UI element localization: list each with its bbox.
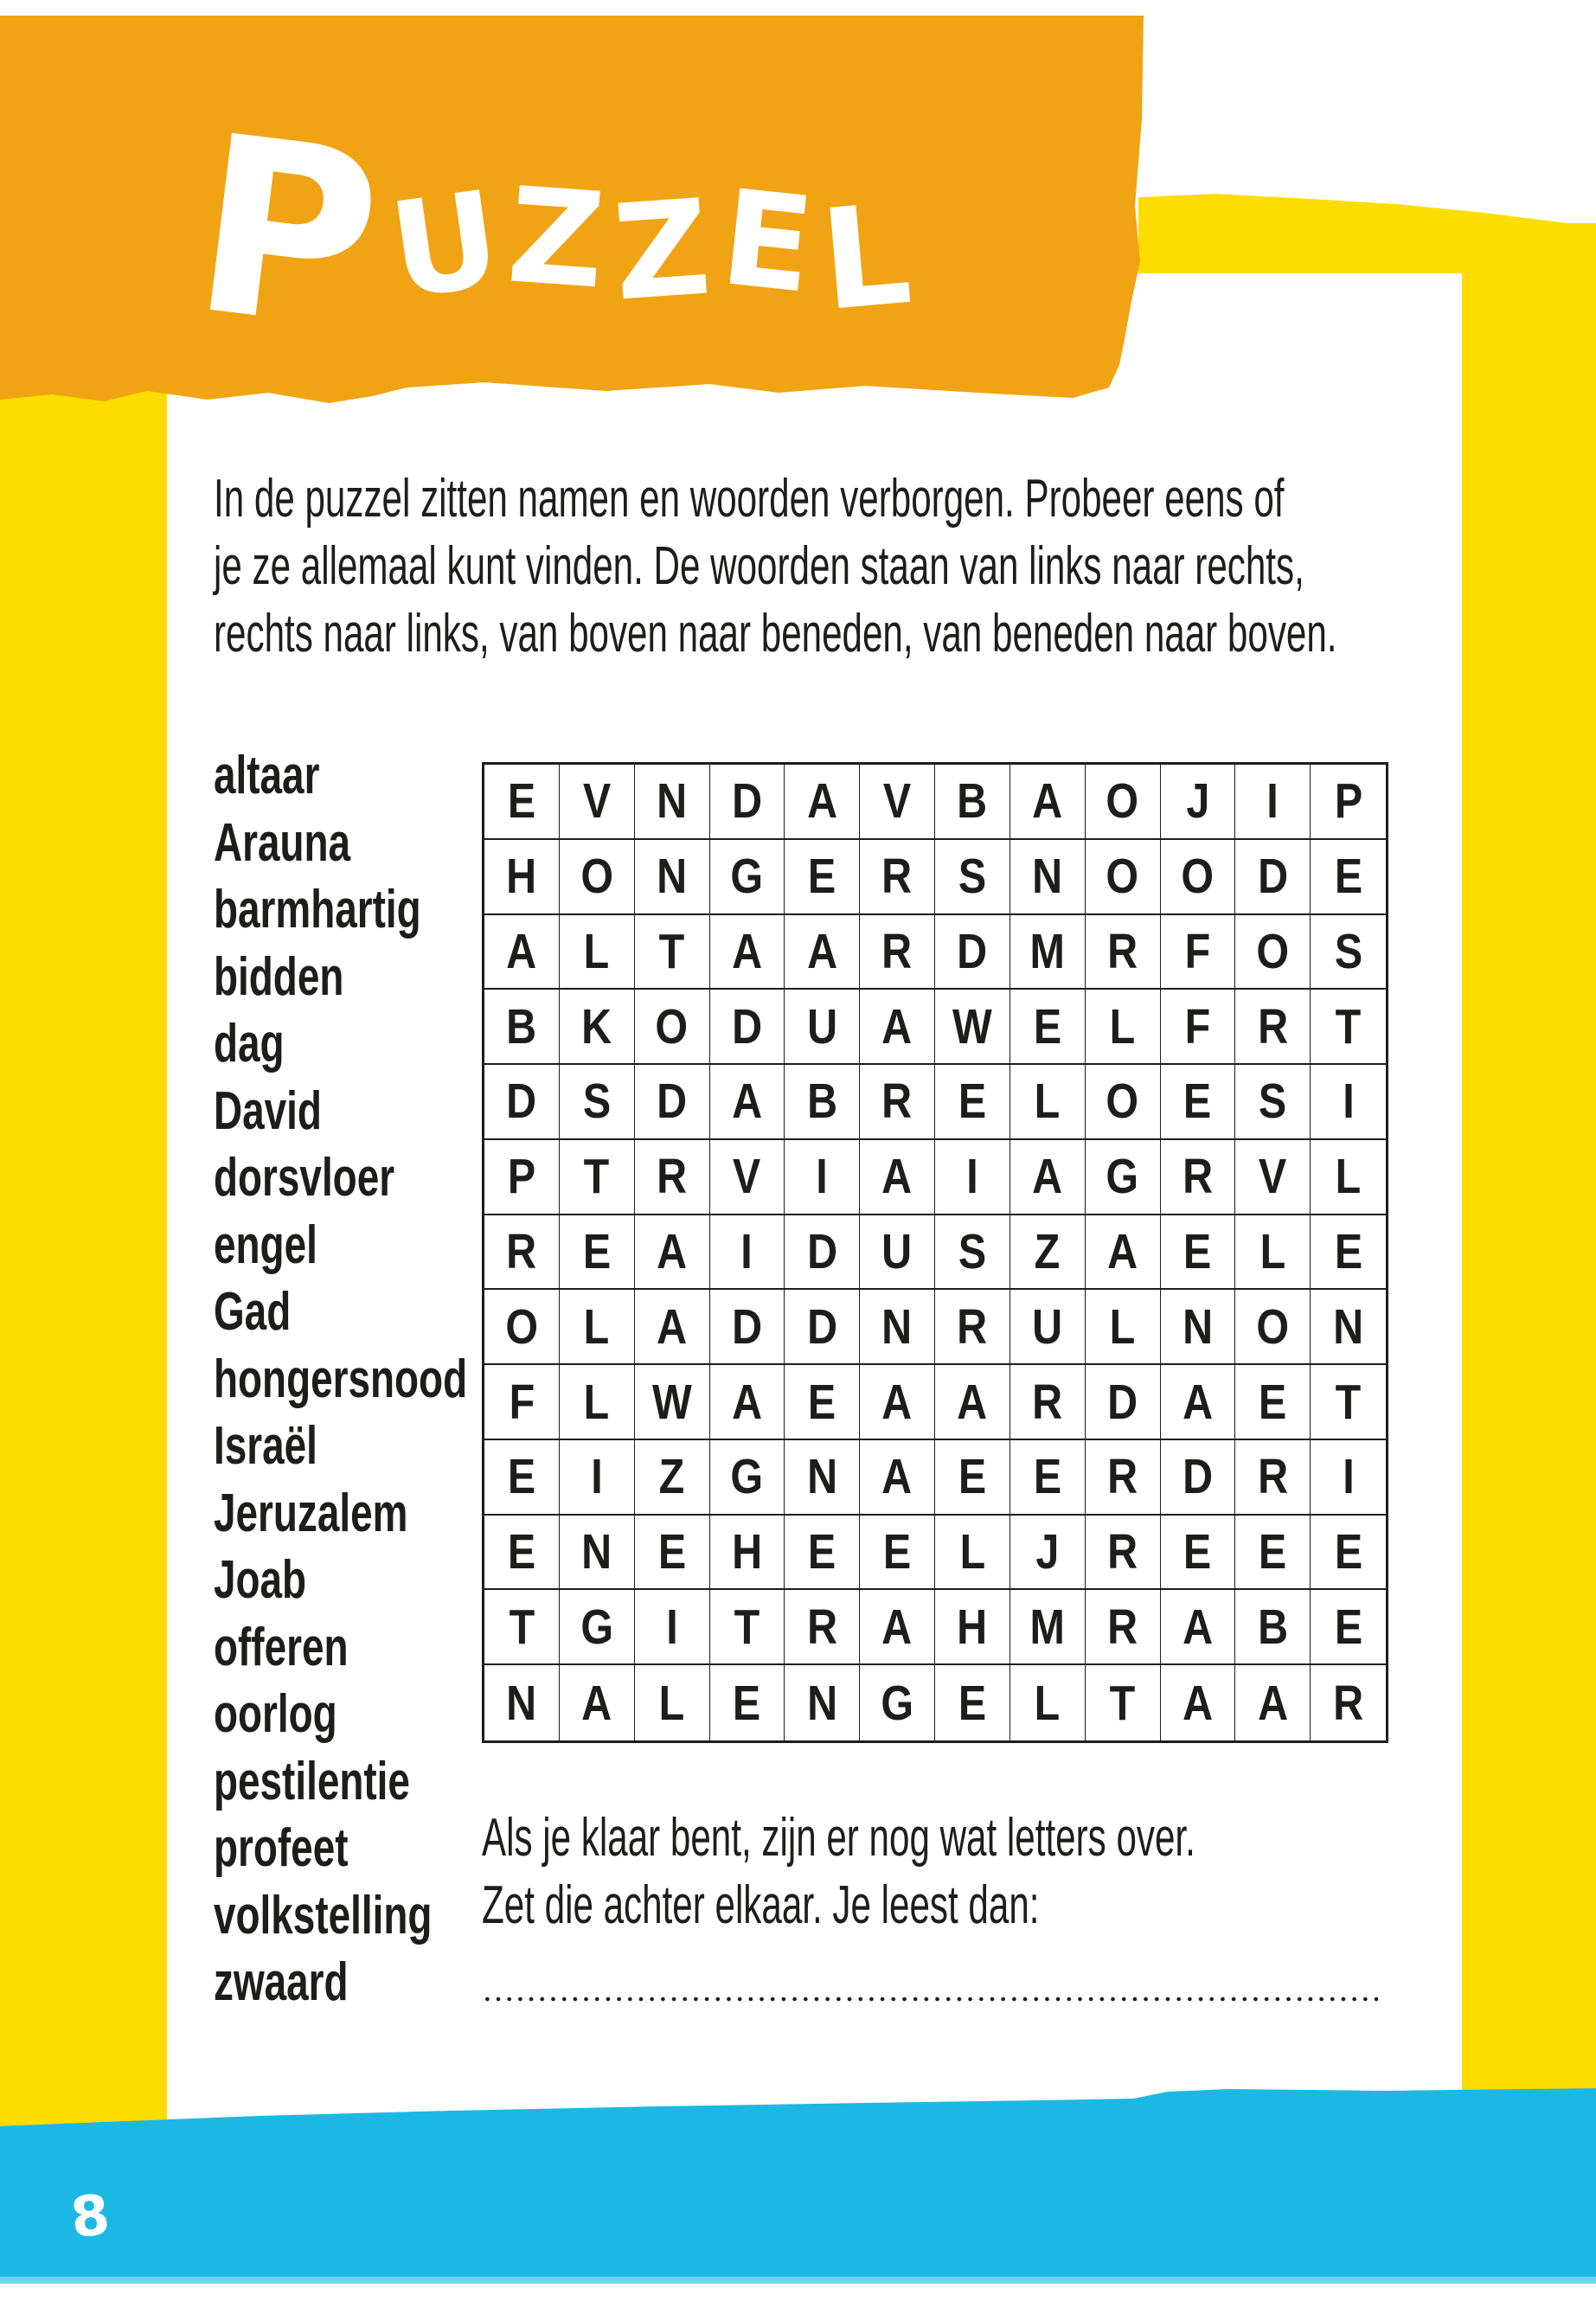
grid-cell: P: [1311, 765, 1386, 840]
outro-line: Als je klaar bent, zijn er nog wat letters over.: [482, 1808, 1195, 1868]
grid-cell: L: [560, 915, 635, 990]
grid-cell: E: [935, 1440, 1010, 1516]
grid-cell: O: [1086, 840, 1161, 915]
outro-line: Zet die achter elkaar. Je leest dan:: [482, 1875, 1040, 1935]
grid-cell: N: [560, 1516, 635, 1591]
grid-cell: E: [1311, 1590, 1386, 1665]
grid-cell: E: [1010, 1440, 1086, 1516]
grid-cell: O: [1235, 915, 1311, 990]
grid-cell: M: [1010, 915, 1086, 990]
grid-cell: A: [860, 1365, 935, 1440]
intro-line: je ze allemaal kunt vinden. De woorden staan van links naar rechts,: [214, 536, 1304, 596]
grid-cell: B: [484, 990, 560, 1065]
grid-cell: L: [1311, 1140, 1386, 1215]
grid-cell: O: [1086, 765, 1161, 840]
grid-cell: A: [1010, 1140, 1086, 1215]
grid-cell: N: [635, 765, 710, 840]
grid-cell: E: [785, 840, 860, 915]
title-letter: E: [714, 161, 820, 323]
grid-cell: V: [710, 1140, 785, 1215]
grid-cell: O: [560, 840, 635, 915]
grid-cell: N: [785, 1440, 860, 1516]
grid-cell: A: [785, 915, 860, 990]
grid-cell: L: [1235, 1215, 1311, 1291]
word-list-item: bidden: [214, 946, 344, 1007]
grid-cell: A: [935, 1365, 1010, 1440]
grid-cell: T: [1086, 1665, 1161, 1740]
grid-cell: L: [635, 1665, 710, 1740]
grid-cell: R: [1086, 1440, 1161, 1516]
grid-cell: D: [710, 765, 785, 840]
outro-text: [482, 1804, 1531, 1939]
grid-cell: H: [484, 840, 560, 915]
grid-cell: W: [635, 1365, 710, 1440]
grid-cell: A: [785, 765, 860, 840]
grid-cell: A: [1161, 1590, 1236, 1665]
word-list-item: zwaard: [214, 1952, 349, 2012]
word-list-item: David: [214, 1080, 322, 1141]
grid-cell: I: [1235, 765, 1311, 840]
title-letter: P: [181, 81, 394, 387]
grid-cell: B: [935, 765, 1010, 840]
grid-cell: G: [710, 1440, 785, 1516]
title-letter: L: [815, 172, 918, 343]
word-list-item: profeet: [214, 1818, 349, 1878]
word-list-item: Gad: [214, 1282, 292, 1342]
grid-cell: R: [635, 1140, 710, 1215]
grid-cell: S: [935, 1215, 1010, 1291]
grid-cell: T: [484, 1590, 560, 1665]
grid-cell: L: [1010, 1665, 1086, 1740]
grid-cell: F: [1161, 990, 1236, 1065]
grid-cell: E: [560, 1215, 635, 1291]
grid-cell: J: [1161, 765, 1236, 840]
grid-cell: U: [860, 1215, 935, 1291]
grid-cell: H: [935, 1590, 1010, 1665]
grid-cell: T: [710, 1590, 785, 1665]
grid-cell: A: [560, 1665, 635, 1740]
grid-cell: G: [1086, 1140, 1161, 1215]
grid-cell: I: [560, 1440, 635, 1516]
intro-line: rechts naar links, van boven naar beneden, van beneden naar boven.: [214, 604, 1337, 663]
grid-cell: U: [785, 990, 860, 1065]
grid-cell: E: [1311, 840, 1386, 915]
grid-cell: B: [1235, 1590, 1311, 1665]
grid-cell: E: [935, 1065, 1010, 1140]
grid-cell: M: [1010, 1590, 1086, 1665]
grid-cell: A: [710, 1365, 785, 1440]
word-list-item: altaar: [214, 746, 320, 805]
grid-cell: N: [1010, 840, 1086, 915]
grid-cell: E: [1010, 990, 1086, 1065]
word-list-item: dorsvloer: [214, 1148, 395, 1208]
grid-cell: I: [1311, 1065, 1386, 1140]
grid-cell: R: [860, 1065, 935, 1140]
grid-cell: D: [935, 915, 1010, 990]
grid-cell: R: [935, 1290, 1010, 1365]
bottom-wave: [0, 2086, 1596, 2277]
grid-cell: E: [484, 1440, 560, 1516]
grid-cell: N: [860, 1290, 935, 1365]
intro-text: [214, 465, 1596, 668]
word-list-item: Israël: [214, 1416, 317, 1476]
grid-cell: E: [1161, 1215, 1236, 1291]
grid-cell: R: [1333, 1675, 1364, 1731]
word-list-item: hongersnood: [214, 1349, 468, 1409]
grid-cell: T: [1311, 990, 1386, 1065]
word-list-item: engel: [214, 1215, 317, 1275]
grid-cell: A: [635, 1215, 710, 1291]
grid-cell: A: [860, 1590, 935, 1665]
grid-cell: P: [484, 1140, 560, 1215]
grid-cell: T: [635, 915, 710, 990]
grid-cell: L: [1010, 1065, 1086, 1140]
grid-cell: A: [710, 1065, 785, 1140]
grid-cell: B: [785, 1065, 860, 1140]
grid-cell: E: [635, 1516, 710, 1591]
grid-cell: Z: [635, 1440, 710, 1516]
intro-line: In de puzzel zitten namen en woorden verborgen. Probeer eens of: [214, 469, 1285, 529]
grid-cell: R: [1235, 1440, 1311, 1516]
title-letter: U: [381, 162, 509, 329]
word-list-item: oorlog: [214, 1684, 337, 1744]
grid-cell: O: [484, 1290, 560, 1365]
grid-cell: N: [1161, 1290, 1236, 1365]
grid-cell: W: [935, 990, 1010, 1065]
grid-cell: D: [710, 1290, 785, 1365]
grid-cell: E: [1235, 1516, 1311, 1591]
grid-cell: I: [935, 1140, 1010, 1215]
grid-cell: K: [560, 990, 635, 1065]
grid-cell: E: [484, 765, 560, 840]
word-list-item: Joab: [214, 1550, 307, 1610]
grid-cell: D: [785, 1215, 860, 1291]
grid-cell: R: [1235, 990, 1311, 1065]
grid-cell: D: [484, 1065, 560, 1140]
grid-cell: E: [860, 1516, 935, 1591]
grid-cell: A: [860, 990, 935, 1065]
grid-cell: G: [860, 1665, 935, 1740]
grid-cell: N: [635, 840, 710, 915]
word-list-item: Arauna: [214, 812, 351, 873]
grid-cell: O: [635, 990, 710, 1065]
grid-cell: R: [1086, 915, 1161, 990]
grid-cell: L: [560, 1290, 635, 1365]
grid-cell: J: [1010, 1516, 1086, 1591]
grid-cell: V: [860, 765, 935, 840]
grid-cell: S: [1311, 915, 1386, 990]
grid-cell: I: [1311, 1440, 1386, 1516]
grid-cell: D: [785, 1290, 860, 1365]
grid-cell: E: [785, 1516, 860, 1591]
grid-cell: E: [1161, 1516, 1236, 1591]
grid-cell: A: [860, 1140, 935, 1215]
grid-cell: G: [710, 840, 785, 915]
grid-cell: I: [635, 1590, 710, 1665]
grid-cell: L: [1086, 990, 1161, 1065]
grid-cell: E: [785, 1365, 860, 1440]
grid-cell: A: [1235, 1665, 1311, 1740]
grid-cell: R: [484, 1215, 560, 1291]
grid-cell: O: [1161, 840, 1236, 915]
word-list-item: pestilentie: [214, 1751, 410, 1811]
grid-cell: T: [560, 1140, 635, 1215]
grid-cell: R: [1086, 1590, 1161, 1665]
grid-cell: E: [1311, 1215, 1386, 1291]
grid-cell: S: [935, 840, 1010, 915]
grid-cell: V: [560, 765, 635, 840]
grid-cell: O: [1086, 1065, 1161, 1140]
grid-cell: D: [1161, 1440, 1236, 1516]
grid-cell: D: [1086, 1365, 1161, 1440]
grid-cell: V: [1235, 1140, 1311, 1215]
grid-cell: R: [860, 915, 935, 990]
grid-cell: H: [710, 1516, 785, 1591]
grid-cell: A: [1086, 1215, 1161, 1291]
grid-cell: L: [935, 1516, 1010, 1591]
grid-cell: L: [1086, 1290, 1161, 1365]
grid-cell: R: [785, 1590, 860, 1665]
grid-cell: A: [635, 1290, 710, 1365]
grid-cell: R: [1086, 1516, 1161, 1591]
grid-cell: D: [710, 990, 785, 1065]
wordsearch-grid: [482, 762, 1388, 1743]
answer-dotted-line: [482, 1997, 1378, 2002]
grid-cell: D: [1235, 840, 1311, 915]
grid-cell: N: [785, 1665, 860, 1740]
yellow-left-border: [0, 374, 167, 2137]
grid-cell: R: [1161, 1140, 1236, 1215]
grid-cell: E: [1235, 1365, 1311, 1440]
grid-cell: S: [560, 1065, 635, 1140]
grid-cell: U: [1010, 1290, 1086, 1365]
grid-cell: A: [710, 915, 785, 990]
title-letter: Z: [503, 158, 610, 318]
grid-cell: N: [1311, 1290, 1386, 1365]
word-list-item: offeren: [214, 1617, 349, 1677]
grid-cell: S: [1235, 1065, 1311, 1140]
grid-cell: R: [860, 840, 935, 915]
page-number: 8: [67, 2182, 113, 2252]
grid-cell: L: [560, 1365, 635, 1440]
grid-cell: F: [1161, 915, 1236, 990]
grid-cell: E: [484, 1516, 560, 1591]
grid-cell: A: [1010, 765, 1086, 840]
grid-cell: N: [484, 1665, 560, 1740]
grid-cell: E: [1311, 1516, 1386, 1591]
title-letter: Z: [609, 170, 715, 330]
grid-cell: R: [1010, 1365, 1086, 1440]
grid-cell: Z: [1010, 1215, 1086, 1291]
grid-cell: F: [484, 1365, 560, 1440]
grid-cell: A: [1161, 1665, 1236, 1740]
grid-cell: D: [635, 1065, 710, 1140]
grid-cell: A: [860, 1440, 935, 1516]
grid-cell: A: [1161, 1365, 1236, 1440]
word-list-item: dag: [214, 1014, 285, 1074]
grid-cell: A: [484, 915, 560, 990]
grid-cell: G: [560, 1590, 635, 1665]
word-list-item: barmhartig: [214, 880, 421, 939]
grid-cell: E: [935, 1665, 1010, 1740]
word-list-item: Jeruzalem: [214, 1483, 408, 1543]
grid-cell: I: [785, 1140, 860, 1215]
page-title: [181, 74, 918, 387]
word-list-item: volkstelling: [214, 1885, 433, 1945]
grid-cell: E: [1161, 1065, 1236, 1140]
grid-cell: T: [1311, 1365, 1386, 1440]
grid-cell: E: [710, 1665, 785, 1740]
grid-cell: O: [1235, 1290, 1311, 1365]
grid-cell: I: [710, 1215, 785, 1291]
